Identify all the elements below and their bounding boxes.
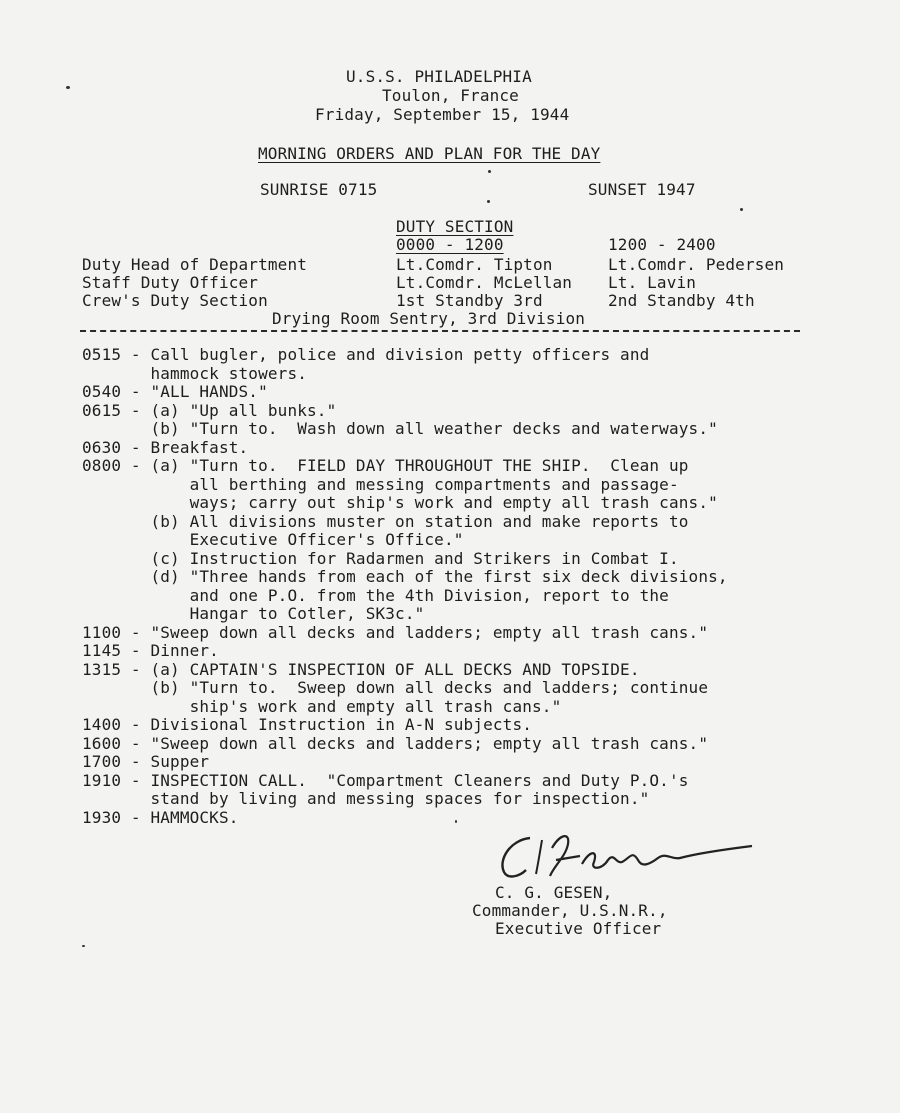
scan-speck (455, 820, 457, 823)
date: Friday, September 15, 1944 (315, 105, 570, 124)
schedule-line: (b) "Turn to. Sweep down all decks and ladders; continue (82, 678, 709, 697)
schedule-line: 0540 - "ALL HANDS." (82, 382, 268, 401)
scan-speck (82, 945, 85, 947)
schedule-line: 0800 - (a) "Turn to. FIELD DAY THROUGHOUT THE SHIP. Clean up (82, 456, 689, 475)
schedule-line: Hangar to Cotler, SK3c." (82, 604, 425, 623)
schedule-line: 1930 - HAMMOCKS. (82, 807, 239, 827)
schedule-line: 0515 - Call bugler, police and division petty officers and (82, 345, 650, 364)
ship-name: U.S.S. PHILADELPHIA (346, 67, 532, 86)
duty-section-heading: DUTY SECTION (396, 217, 514, 236)
schedule-line: 1315 - (a) CAPTAIN'S INSPECTION OF ALL DECKS AND TOPSIDE. (82, 659, 640, 679)
scan-speck (487, 200, 490, 203)
duty-pm: Lt. Lavin (608, 273, 697, 292)
sunset: SUNSET 1947 (588, 180, 696, 199)
sunrise: SUNRISE 0715 (260, 180, 378, 199)
schedule-line: 1910 - INSPECTION CALL. "Compartment Cleaners and Duty P.O.'s (82, 770, 689, 790)
schedule-line: (b) All divisions muster on station and make reports to (82, 511, 689, 531)
schedule-line: hammock stowers. (82, 363, 308, 383)
duty-hours-am: 0000 - 1200 (396, 235, 504, 254)
duty-am: 1st Standby 3rd (396, 291, 543, 310)
schedule-line: 1400 - Divisional Instruction in A-N subjects. (82, 715, 533, 734)
duty-am: Lt.Comdr. McLellan (396, 273, 573, 292)
schedule-line: 1700 - Supper (82, 752, 210, 771)
schedule-line: 0615 - (a) "Up all bunks." (82, 400, 337, 420)
duty-pm: 2nd Standby 4th (608, 291, 755, 310)
schedule-line: (b) "Turn to. Wash down all weather decks and waterways." (82, 419, 718, 438)
duty-role: Staff Duty Officer (82, 273, 259, 292)
schedule-line: ship's work and empty all trash cans." (82, 696, 562, 716)
dashed-divider (80, 330, 800, 332)
duty-hours-pm: 1200 - 2400 (608, 235, 716, 254)
signer-title: Executive Officer (495, 919, 662, 938)
schedule-line: Executive Officer's Office." (82, 530, 464, 549)
schedule-line: 1145 - Dinner. (82, 641, 219, 660)
schedule-line: all berthing and messing compartments and passage- (82, 474, 679, 494)
schedule-line: (d) "Three hands from each of the first six deck divisions, (82, 567, 728, 586)
scan-speck (488, 170, 491, 173)
signer-name: C. G. GESEN, (495, 883, 613, 902)
schedule-line: 1600 - "Sweep down all decks and ladders; empty all trash cans." (82, 733, 709, 753)
document-title: MORNING ORDERS AND PLAN FOR THE DAY (258, 144, 601, 163)
signer-rank: Commander, U.S.N.R., (472, 901, 668, 920)
location: Toulon, France (382, 86, 519, 105)
schedule-line: and one P.O. from the 4th Division, report to the (82, 585, 669, 605)
schedule-line: stand by living and messing spaces for inspection." (82, 789, 650, 808)
duty-pm: Lt.Comdr. Pedersen (608, 255, 785, 274)
schedule-line: 0630 - Breakfast. (82, 437, 249, 457)
handwritten-signature (490, 820, 760, 890)
sentry-line: Drying Room Sentry, 3rd Division (272, 309, 586, 328)
duty-role: Crew's Duty Section (82, 291, 268, 310)
scan-speck (66, 86, 70, 89)
schedule-line: ways; carry out ship's work and empty all trash cans." (82, 493, 718, 512)
duty-role: Duty Head of Department (82, 255, 308, 274)
schedule-line: (c) Instruction for Radarmen and Strikers in Combat I. (82, 548, 679, 568)
scan-speck (740, 208, 743, 211)
schedule-line: 1100 - "Sweep down all decks and ladders; empty all trash cans." (82, 622, 709, 642)
duty-am: Lt.Comdr. Tipton (396, 255, 553, 274)
